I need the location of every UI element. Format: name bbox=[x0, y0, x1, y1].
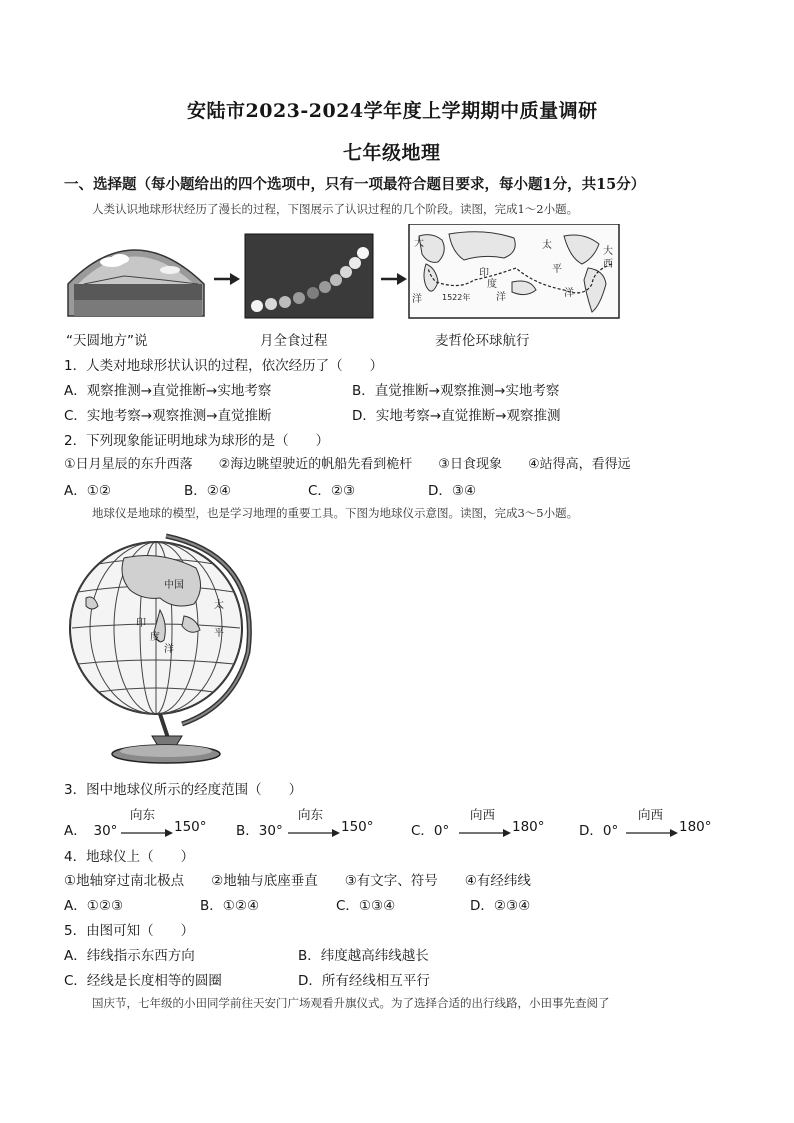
map-label: 平 bbox=[552, 264, 562, 275]
intro-text-1: 人类认识地球形状经历了漫长的过程，下图展示了认识过程的几个阶段。读图，完成1～2小题。 bbox=[92, 202, 579, 216]
option-d-direction: 向西 bbox=[638, 807, 664, 822]
globe-label: 太 bbox=[214, 600, 224, 611]
question-statements: ①地轴穿过南北极点 ②地轴与底座垂直 ③有文字、符号 ④有经纬线 bbox=[64, 873, 531, 889]
question-stem: 1．人类对地球形状认识的过程，依次经历了（ ） bbox=[64, 358, 384, 374]
map-label: 洋 bbox=[496, 292, 506, 303]
option-c-end: 180° bbox=[512, 819, 545, 835]
arrow-right-icon bbox=[288, 823, 340, 833]
option-a: A．①② bbox=[64, 483, 111, 499]
figure-earth-shape-stages bbox=[64, 224, 624, 324]
option-d-end: 180° bbox=[679, 819, 712, 835]
question-stem: 3．图中地球仪所示的经度范围（ ） bbox=[64, 782, 303, 798]
question-stem: 5．由图可知（ ） bbox=[64, 923, 195, 939]
page-subtitle: 七年级地理 bbox=[343, 142, 441, 164]
question-statements: ①日月星辰的东升西落 ②海边眺望驶近的帆船先看到桅杆 ③日食现象 ④站得高，看得远 bbox=[64, 457, 631, 472]
section-heading: 一、选择题（每小题给出的四个选项中，只有一项最符合题目要求，每小题1分，共15分） bbox=[64, 176, 646, 193]
option-b: B．纬度越高纬线越长 bbox=[298, 948, 429, 964]
arrow-right-icon bbox=[459, 823, 511, 833]
figure-caption: “天圆地方”说 bbox=[66, 333, 148, 349]
figure-caption: 麦哲伦环球航行 bbox=[435, 333, 530, 349]
arrow-right-icon bbox=[121, 823, 173, 833]
round-sky-square-earth-illustration bbox=[68, 250, 204, 316]
globe-figure bbox=[64, 528, 254, 768]
option-b-end: 150° bbox=[341, 819, 374, 835]
option-a: A．观察推测→直觉推断→实地考察 bbox=[64, 383, 272, 399]
option-c-direction: 向西 bbox=[470, 807, 496, 822]
map-label: 印 bbox=[479, 268, 489, 279]
question-stem: 4．地球仪上（ ） bbox=[64, 849, 195, 865]
map-label: 1522年 bbox=[442, 293, 471, 302]
option-b: B．直觉推断→观察推测→实地考察 bbox=[352, 383, 560, 399]
option-a: A．纬线指示东西方向 bbox=[64, 948, 195, 964]
option-d: D．所有经线相互平行 bbox=[298, 973, 430, 989]
option-a: A．①②③ bbox=[64, 898, 124, 914]
globe-label: 平 bbox=[214, 628, 224, 639]
page-title: 安陆市2023-2024学年度上学期期中质量调研 bbox=[187, 100, 598, 122]
magellan-voyage-map bbox=[409, 224, 619, 318]
globe-label: 洋 bbox=[164, 644, 174, 655]
question-stem: 2．下列现象能证明地球为球形的是（ ） bbox=[64, 433, 330, 449]
option-c-start: C．0° bbox=[411, 823, 450, 839]
option-a-start: A． 30° bbox=[64, 823, 118, 839]
option-b-direction: 向东 bbox=[298, 807, 324, 822]
map-label: 太 bbox=[542, 240, 552, 251]
globe-label: 印 bbox=[136, 618, 146, 629]
option-a-direction: 向东 bbox=[130, 807, 156, 822]
option-b: B．②④ bbox=[184, 483, 231, 499]
map-label: 大 bbox=[603, 246, 613, 257]
option-b: B．①②④ bbox=[200, 898, 260, 914]
option-d: D．实地考察→直觉推断→观察推测 bbox=[352, 408, 561, 424]
option-d: D．③④ bbox=[428, 483, 477, 499]
map-label: 大 bbox=[414, 238, 424, 249]
figure-svg bbox=[64, 224, 624, 324]
option-d: D．②③④ bbox=[470, 898, 531, 914]
map-label: 洋 bbox=[412, 294, 422, 305]
option-d-start: D．0° bbox=[579, 823, 619, 839]
map-label: 度 bbox=[487, 279, 497, 290]
arrow-right-icon bbox=[626, 823, 678, 833]
option-a-end: 150° bbox=[174, 819, 207, 835]
globe-label: 中国 bbox=[164, 580, 184, 591]
option-c: C．实地考察→观察推测→直觉推断 bbox=[64, 408, 272, 424]
option-c: C．②③ bbox=[308, 483, 356, 499]
arrow-icon bbox=[381, 273, 407, 285]
option-c: C．经线是长度相等的圆圈 bbox=[64, 973, 222, 989]
map-label: 西 bbox=[603, 259, 613, 270]
figure-caption: 月全食过程 bbox=[260, 333, 328, 349]
globe-svg bbox=[64, 528, 254, 768]
intro-text-3: 国庆节，七年级的小田同学前往天安门广场观看升旗仪式。为了选择合适的出行线路，小田事先查阅了 bbox=[92, 996, 610, 1010]
intro-text-2: 地球仪是地球的模型，也是学习地理的重要工具。下图为地球仪示意图。读图，完成3～5小题。 bbox=[92, 506, 579, 520]
lunar-eclipse-illustration bbox=[245, 234, 373, 318]
map-label: 洋 bbox=[564, 288, 574, 299]
globe-label: 度 bbox=[150, 632, 160, 643]
arrow-icon bbox=[214, 273, 240, 285]
option-c: C．①③④ bbox=[336, 898, 396, 914]
option-b-start: B．30° bbox=[236, 823, 283, 839]
